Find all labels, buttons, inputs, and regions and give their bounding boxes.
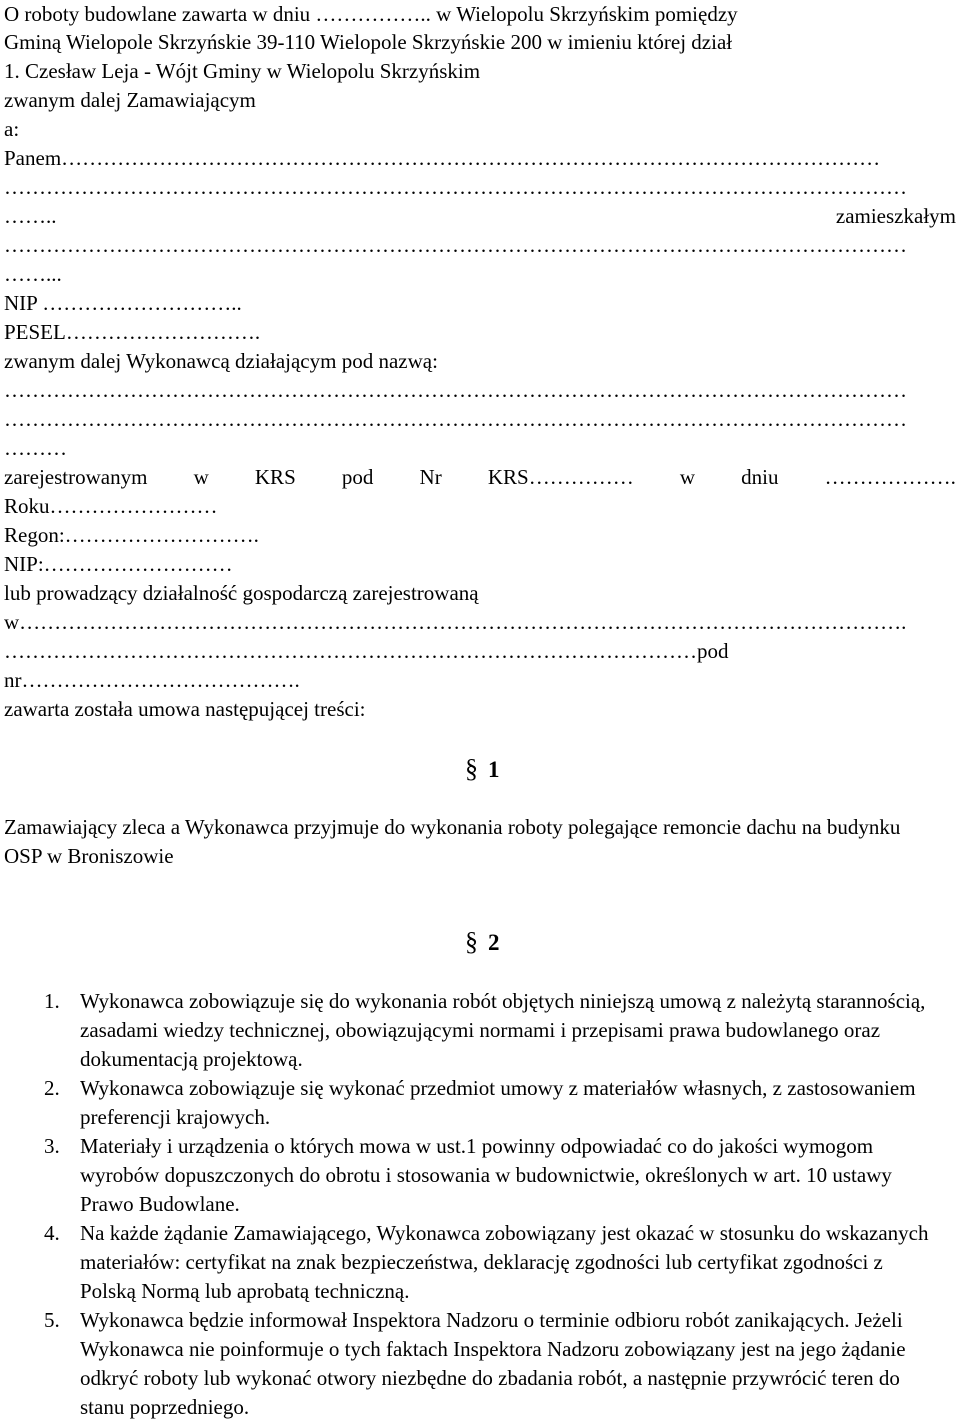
krs-word: Nr <box>419 465 442 489</box>
intro-line: 1. Czesław Leja - Wójt Gminy w Wielopolu Skrzyńskim <box>4 59 481 83</box>
list-item-number: 4. <box>44 1221 60 1245</box>
pesel-field: PESEL………………………. <box>4 320 261 344</box>
contractor-name-continuation: ………………………………………………………………………………………………………………… <box>4 175 907 199</box>
list-item <box>0 1306 930 1422</box>
list-item-number: 3. <box>44 1134 60 1158</box>
contract-content-intro: zawarta została umowa następującej treści: <box>4 697 366 721</box>
list-item-number: 1. <box>44 989 60 1013</box>
regon-field: Regon:………………………. <box>4 523 259 547</box>
year-field: Roku…………………… <box>4 494 218 518</box>
list-item-text: Wykonawca zobowiązuje się wykonać przedmiot umowy z materiałów własnych, z zastosowaniem preferencji krajowych. <box>80 1076 916 1129</box>
krs-row <box>4 463 956 491</box>
business-line: lub prowadzący działalność gospodarczą zarejestrowaną <box>4 581 479 605</box>
intro-line: Gminą Wielopole Skrzyńskie 39-110 Wielopole Skrzyńskie 200 w imieniu której dział <box>4 30 733 54</box>
section-symbol: § <box>465 927 478 956</box>
company-name-field: ………………………………………………………………………………………………………………… <box>4 378 907 402</box>
intro-line: zwanym dalej Zamawiającym <box>4 88 256 112</box>
intro-line: a: <box>4 117 20 141</box>
company-name-end: ……… <box>4 436 67 460</box>
section-heading <box>465 928 500 957</box>
list-item-number: 5. <box>44 1308 60 1332</box>
krs-number-field: KRS…………… <box>487 465 634 489</box>
registry-number-field: nr…………………………………. <box>4 668 300 692</box>
list-item <box>0 1074 930 1132</box>
list-item <box>0 987 930 1074</box>
list-item-text: Wykonawca będzie informował Inspektora Nadzoru o terminie odbioru robót zanikających. Jeżeli Wykonawca nie poinformuje o tych faktach Inspektora Nadzoru zobowiązany jest na jego żądanie odkryć roboty lub wykonać otwory niezbędne do zbadania robót, a następnie przywrócić teren do stanu poprzedniego. <box>80 1308 906 1419</box>
krs-word: dniu <box>741 465 779 489</box>
nip-company-field: NIP:……………………… <box>4 552 233 576</box>
company-name-continuation: ………………………………………………………………………………………………………………… <box>4 407 907 431</box>
list-item <box>0 1132 930 1219</box>
contractor-label-line: zwanym dalej Wykonawcą działającym pod nazwą: <box>4 349 438 373</box>
section-heading <box>465 755 500 784</box>
contractor-name-field: Panem……………………………………………………………………………………………………… <box>4 146 881 170</box>
address-dots: …….. <box>4 204 57 228</box>
address-field: ………………………………………………………………………………………………………………… <box>4 233 907 257</box>
krs-word: KRS <box>254 465 296 489</box>
krs-date-field: ………………. <box>824 465 956 489</box>
list-item-text: Materiały i urządzenia o których mowa w ust.1 powinny odpowiadać co do jakości wymogom wyrobów dopuszczonych do obrotu i stosowania w budownictwie, określonych w art. 10 ustawy Prawo Budowlane. <box>80 1134 892 1216</box>
list-item-text: Wykonawca zobowiązuje się do wykonania robót objętych niniejszą umową z należytą starannością, zasadami wiedzy technicznej, obowiązującymi normami i przepisami prawa budowlanego oraz dokumentacją projektową. <box>80 989 926 1071</box>
nip-field: NIP ……………………….. <box>4 291 242 315</box>
address-continuation: ……... <box>4 262 62 286</box>
section-number: 2 <box>488 930 500 955</box>
section-number: 1 <box>488 757 500 782</box>
intro-line: O roboty budowlane zawarta w dniu …………….. w Wielopolu Skrzyńskim pomiędzy <box>4 2 738 26</box>
krs-word: zarejestrowanym <box>4 465 148 489</box>
list-item-number: 2. <box>44 1076 60 1100</box>
section-symbol: § <box>465 754 478 783</box>
krs-word: w <box>679 465 696 489</box>
section-2-list <box>0 987 930 1422</box>
registry-field: w………………………………………………………………………………………………………………. <box>4 610 907 634</box>
address-row <box>4 202 956 230</box>
list-item <box>0 1219 930 1306</box>
list-item-text: Na każde żądanie Zamawiającego, Wykonawca zobowiązany jest okazać w stosunku do wskazanych materiałów: certyfikat na znak bezpieczeństwa, deklarację zgodności lub certyfikat zgodności z Polską Normą lub aprobatą techniczną. <box>80 1221 929 1303</box>
krs-word: w <box>193 465 209 489</box>
address-label: zamieszkałym <box>835 204 956 228</box>
section-1-text: Zamawiający zleca a Wykonawca przyjmuje do wykonania roboty polegające remoncie dachu na budynku OSP w Broniszowie <box>4 815 901 868</box>
krs-word: pod <box>341 465 374 489</box>
registry-continuation: ………………………………………………………………………………………pod <box>4 639 729 663</box>
